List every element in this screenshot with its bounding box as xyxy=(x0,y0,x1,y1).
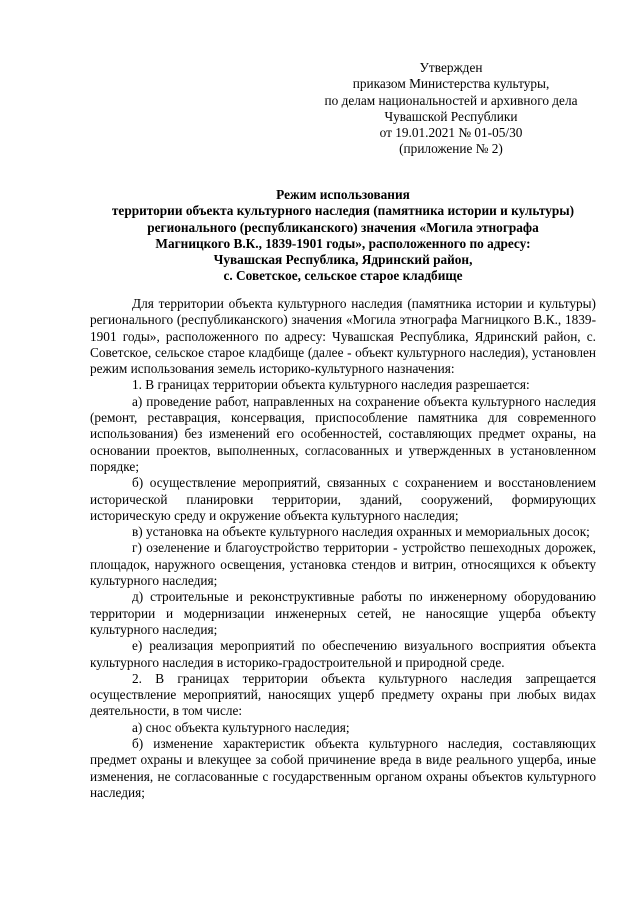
title-line: Чувашская Республика, Ядринский район, xyxy=(213,252,473,268)
document-body xyxy=(90,296,596,801)
approval-line: Чувашской Республики xyxy=(384,108,518,124)
title-line: с. Советское, сельское старое кладбище xyxy=(223,268,463,284)
title-line: Магницкого В.К., 1839-1901 годы», расположенного по адресу: xyxy=(155,235,531,251)
document-title xyxy=(90,187,596,285)
permitted-item-e: е) реализация мероприятий по обеспечению визуального восприятия объекта культурного наследия в историко-градостроительной и природной среде. xyxy=(90,638,596,670)
title-line: Режим использования xyxy=(276,187,410,202)
approval-line: Утвержден xyxy=(419,60,483,75)
permitted-item-b: б) осуществление мероприятий, связанных с сохранением и восстановлением исторической планировки территории, зданий, сооружений, формирующих историческую среду и окружение объекта культурного наследия; xyxy=(90,475,596,523)
approval-line: приказом Министерства культуры, xyxy=(352,76,550,92)
title-line: регионального (республиканского) значения «Могила этнографа xyxy=(147,219,539,235)
permitted-item-v: в) установка на объекте культурного наследия охранных и мемориальных досок; xyxy=(132,524,590,540)
section-2-heading: 2. В границах территории объекта культурного наследия запрещается осуществление мероприятий, наносящих ущерб предмету охраны при любых видах деятельности, в том числе: xyxy=(90,670,596,719)
approval-line: от 19.01.2021 № 01-05/30 xyxy=(379,125,523,141)
approval-line: по делам национальностей и архивного дела xyxy=(324,92,578,108)
permitted-item-d: д) строительные и реконструктивные работы по инженерному оборудованию территории и модернизации инженерных сетей, не наносящие ущерба объекту культурного наследия; xyxy=(90,589,596,637)
permitted-item-g: г) озеленение и благоустройство территории - устройство пешеходных дорожек, площадок, наружного освещения, установка стендов и витрин, относящихся к объекту культурного наследия; xyxy=(90,540,596,589)
section-1-heading: 1. В границах территории объекта культурного наследия разрешается: xyxy=(132,377,530,393)
intro-paragraph: Для территории объекта культурного наследия (памятника истории и культуры) регионального (республиканского) значения «Могила этнографа Магницкого В.К., 1839-1901 годы», расположенного по адресу: Чувашская Республика, Ядринский район, с. Советское, сельское старое кладбище (далее - объект культурного наследия), установлен режим использования земель историко-культурного назначения: xyxy=(90,296,596,377)
title-line: территории объекта культурного наследия (памятника истории и культуры) xyxy=(111,203,575,219)
approval-line: (приложение № 2) xyxy=(399,141,503,157)
approval-stamp xyxy=(320,60,582,158)
permitted-item-a: а) проведение работ, направленных на сохранение объекта культурного наследия (ремонт, реставрация, консервация, приспособление памятника для современного использования) без изменений его особенностей, составляющих предмет охраны, на основании проектов, выполненных, согласованных и утвержденных в установленном порядке; xyxy=(90,393,596,474)
prohibited-item-a: а) снос объекта культурного наследия; xyxy=(132,719,350,735)
prohibited-item-b: б) изменение характеристик объекта культурного наследия, составляющих предмет охраны и влекущее за собой причинение вреда в виде реального ущерба, иные изменения, не согласованные с государственным органом охраны объектов культурного наследия; xyxy=(90,736,596,800)
